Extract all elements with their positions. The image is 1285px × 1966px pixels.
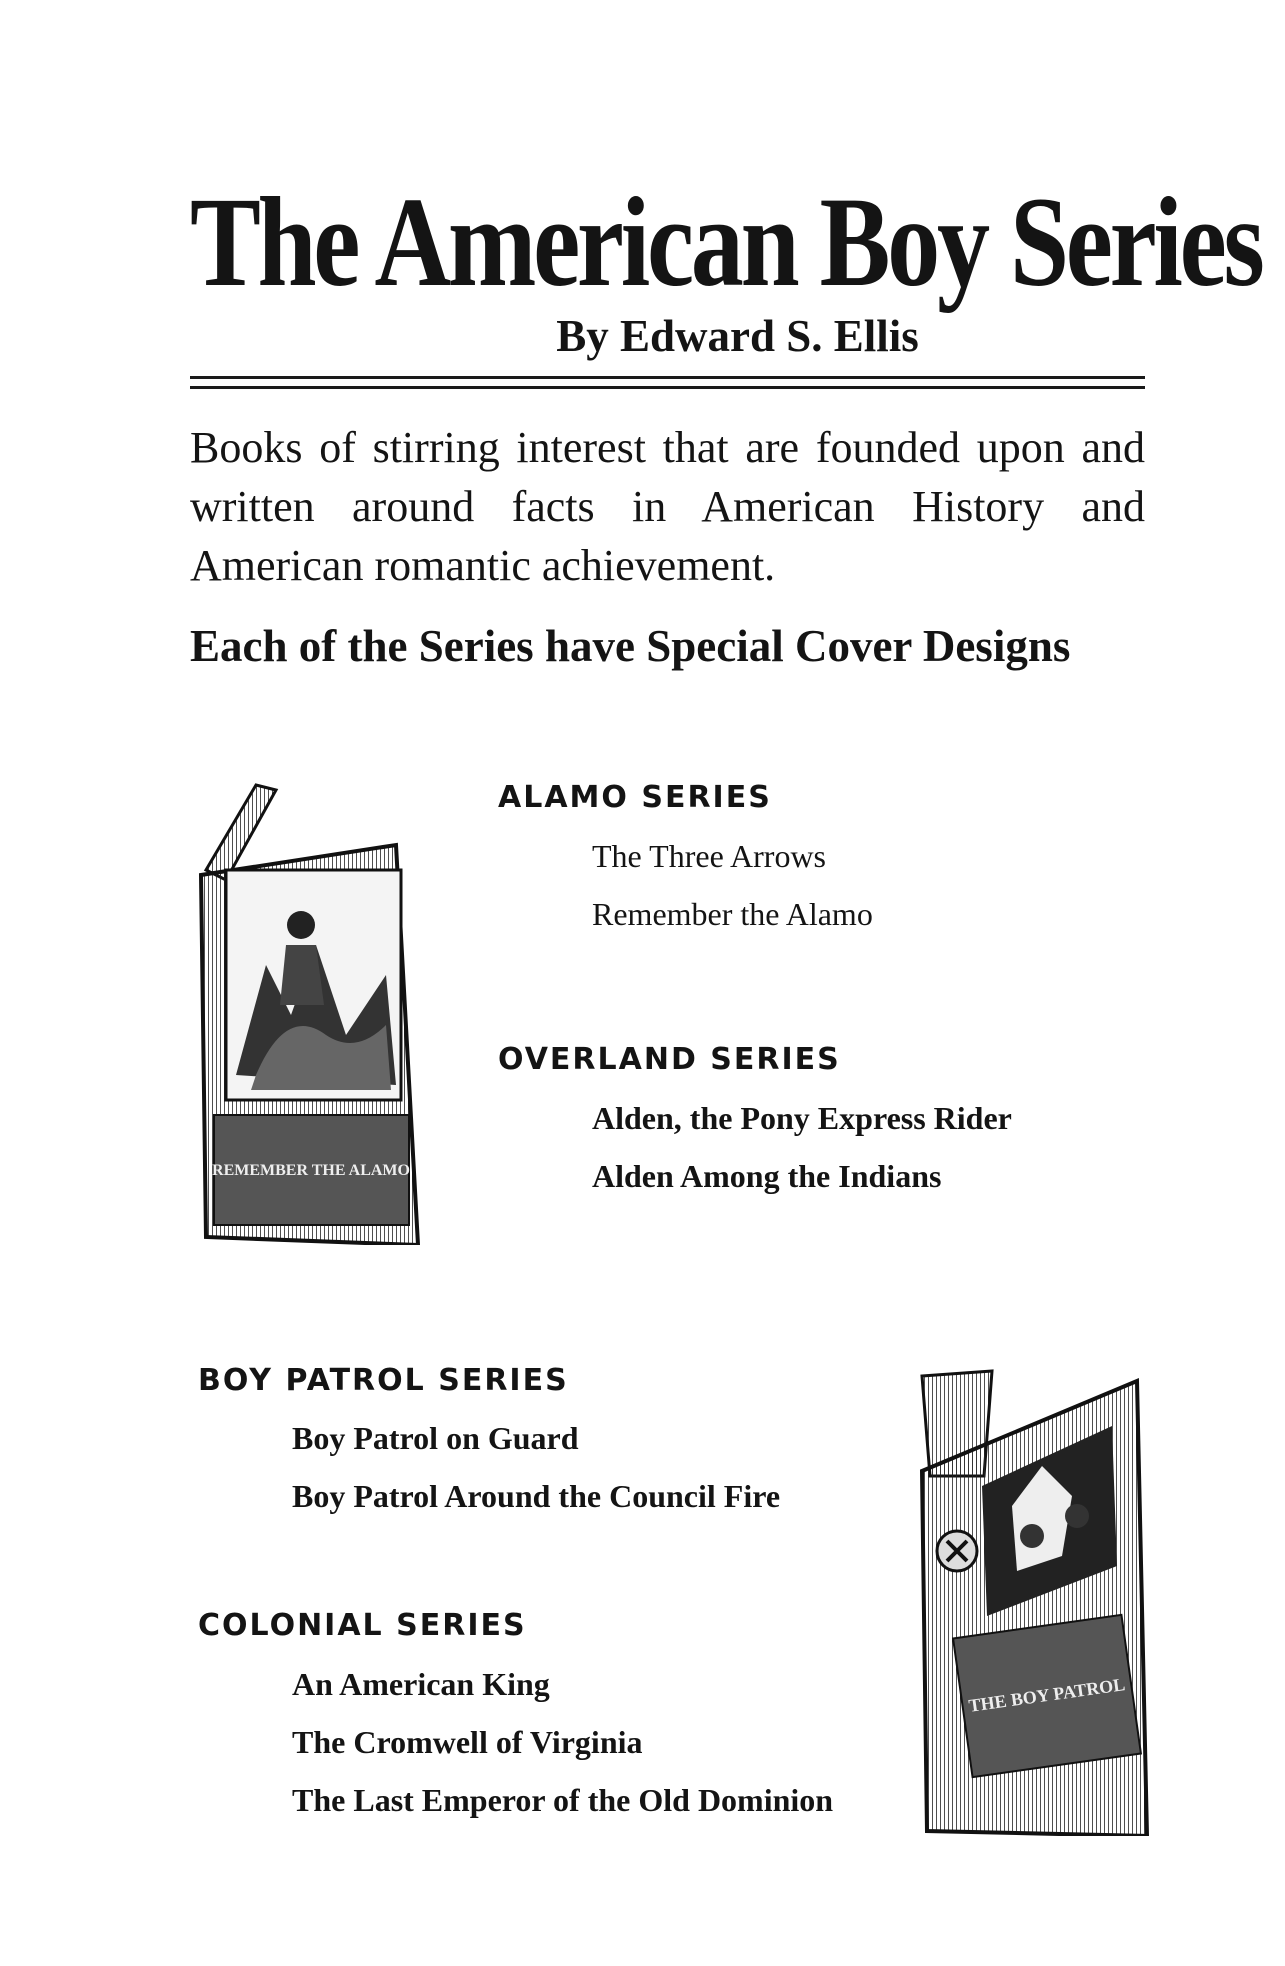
cover-designs-subhead: Each of the Series have Special Cover Designs [190,621,1071,671]
series-overland-name: OVERLAND SERIES [498,1042,841,1077]
alamo-cover-spine-text: REMEMBER THE ALAMO [212,1162,410,1179]
book-title: Alden Among the Indians [592,1158,942,1194]
boy-patrol-book-cover [912,1366,1157,1836]
alamo-book-cover [196,775,436,1245]
book-title: Remember the Alamo [592,896,873,932]
intro-paragraph: Books of stirring interest that are founded upon and written around facts in American History and American romantic achievement. [190,423,1145,590]
book-title: The Last Emperor of the Old Dominion [292,1782,834,1818]
author-line: By Edward S. Ellis [556,311,919,361]
book-title: Boy Patrol on Guard [292,1420,579,1456]
series-alamo-name: ALAMO SERIES [498,780,772,815]
book-title: Alden, the Pony Express Rider [592,1100,1012,1136]
book-title: An American King [292,1666,550,1702]
book-title: The Three Arrows [592,838,826,874]
book-title: The Cromwell of Virginia [292,1724,643,1760]
boy-patrol-cover-spine-text: THE BOY PATROL [967,1674,1127,1716]
divider-bottom [190,386,1145,389]
series-boy-patrol-name: BOY PATROL SERIES [198,1363,569,1398]
divider-top [190,376,1145,379]
series-colonial-name: COLONIAL SERIES [198,1608,527,1643]
book-title: Boy Patrol Around the Council Fire [292,1478,781,1514]
page-title: The American Boy Series [190,171,1262,313]
